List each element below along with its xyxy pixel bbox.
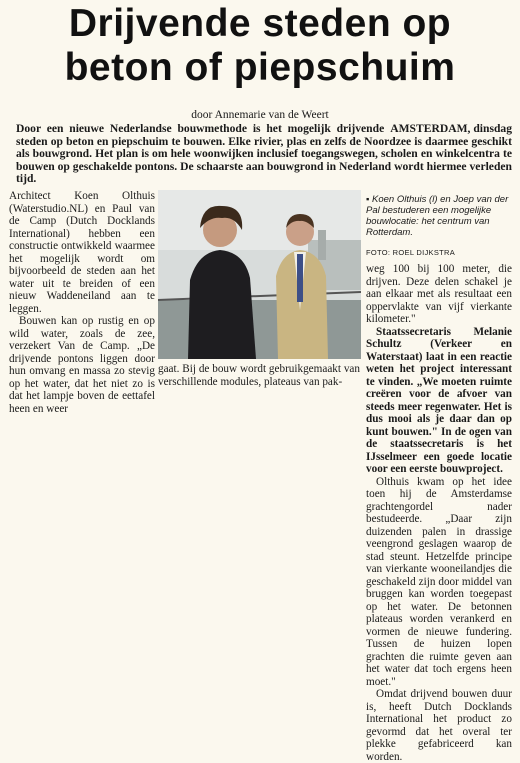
column-3-paragraph-3: Olthuis kwam op het idee toen hij de Amsterdamse grachtengordel nader bestudeerde. „Daar zijn duizenden palen in drassige veengrond geslagen waarop de stad steunt. Hetzelfde principe van vierkante wooneilandjes die geschakeld zijn door middel van bruggen kan worden toegepast op het water. De betonnen plateaus worden verankerd en vormen de nieuwe fundering. Tussen de huizen lopen grachten die ruimte geven aan het water dat toch ergens heen moet." <box>366 475 512 688</box>
column-2-paragraph: gaat. Bij de bouw wordt gebruikgemaakt van verschillende modules, plateaus van pak- <box>158 363 360 388</box>
lead-paragraph <box>16 123 512 186</box>
column-3-paragraph-4: Omdat drijvend bouwen duur is, heeft Dutch Docklands International het product zo gevormd dat het overal ter plekke gefabriceerd kan worden. <box>366 688 512 763</box>
column-2 <box>158 363 360 388</box>
byline: door Annemarie van de Weert <box>191 109 329 121</box>
article-photo <box>158 190 361 359</box>
column-1-paragraph-2: Bouwen kan op rustig en op wild water, zoals de zee, verzekert Van de Camp. „De drijvende pontons liggen door hun omvang en massa zo stevig op het water, dat het niet zo is dat het lampje boven de eettafel heen en weer <box>9 315 155 415</box>
column-3-paragraph-1: weg 100 bij 100 meter, die drijven. Deze delen schakel je aan elkaar met als resultaat een oppervlakte van vijf vierkante kilometer." <box>366 263 512 325</box>
photo-caption <box>366 194 512 238</box>
headline <box>10 2 510 90</box>
headline-line-2: beton of piepschuim <box>64 46 456 89</box>
photo-illustration <box>158 190 361 359</box>
headline-line-1: Drijvende steden op <box>68 2 452 45</box>
caption-bullet-icon: ▪ <box>366 194 373 205</box>
dateline: AMSTERDAM, dinsdag <box>390 122 512 135</box>
caption-text: Koen Olthuis (l) en Joep van der Pal bestuderen een mogelijke bouwlocatie: het centrum van Rotterdam. <box>366 194 509 238</box>
column-3-paragraph-2: Staatssecretaris Melanie Schultz (Verkeer en Waterstaat) laat in een reactie weten het project interessant te vinden. „We moeten ruimte creëren voor de afvoer van steeds meer regenwater. Het is dus mooi als je daar dan op kunt bouwen." In de ogen van de staatssecretaris is het IJsselmeer een goede locatie voor een eerste bouwproject. <box>366 325 512 475</box>
photo-credit: FOTO: ROEL DIJKSTRA <box>366 248 456 257</box>
column-3 <box>366 263 512 763</box>
column-1 <box>9 190 155 415</box>
lead-text: Door een nieuwe Nederlandse bouwmethode is het mogelijk drijvende steden op beton en piepschuim te bouwen. Elke rivier, plas en zelfs de Noordzee is daarmee geschikt als bouwgrond. Het plan is om hele woonwijken inclusief toegangswegen, scholen en winkelcentra te bouwen op geschakelde pontons. De schaarste aan bouwgrond in Nederland wordt hiermee verleden tijd. <box>16 122 512 186</box>
column-1-paragraph-1: Architect Koen Olthuis (Waterstudio.NL) en Paul van de Camp (Dutch Docklands International) hebben een constructie ontwikkeld waarmee het mogelijk wordt om bijvoorbeeld de steden aan het water uit te breiden of een nieuw Waddeneiland aan te leggen. <box>9 190 155 315</box>
